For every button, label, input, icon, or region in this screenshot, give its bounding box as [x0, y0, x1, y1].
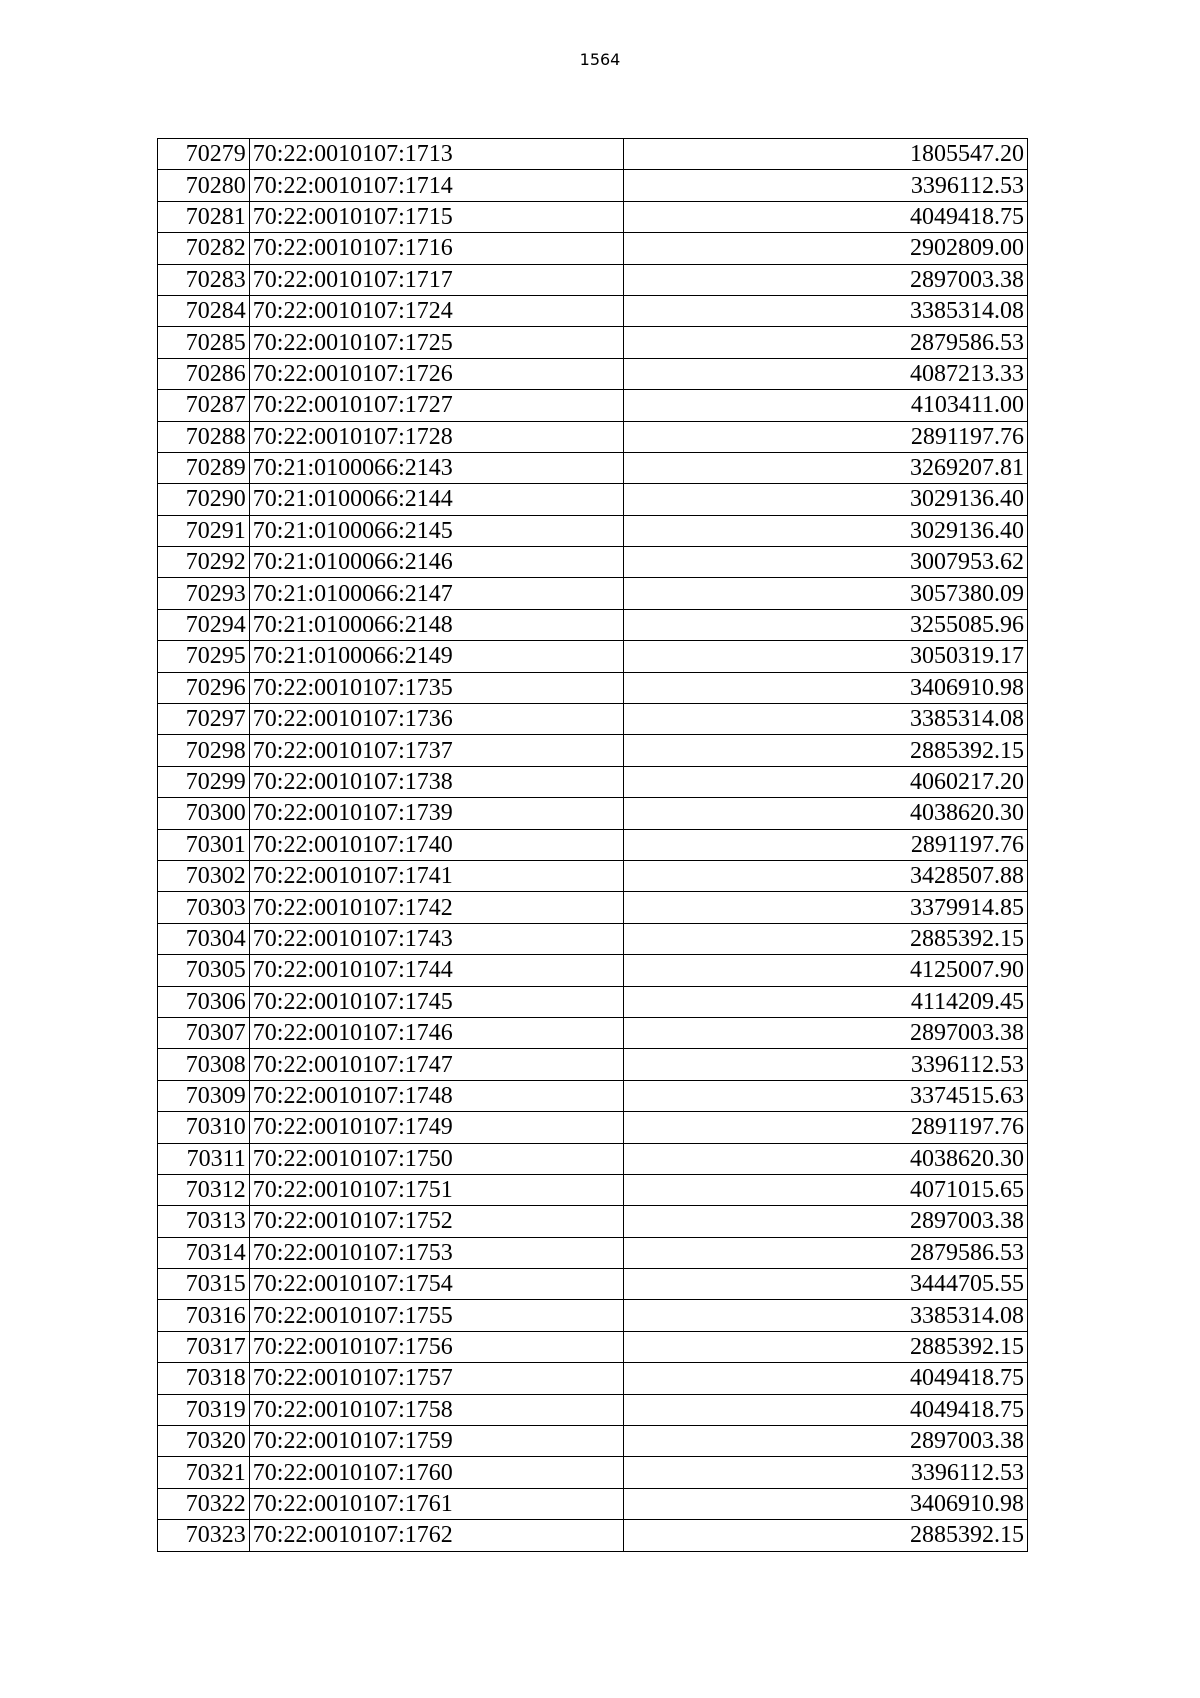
row-number-cell: 70296 — [158, 672, 250, 703]
cadastral-value-table — [157, 138, 1028, 1552]
cadastral-number-cell: 70:22:0010107:1756 — [249, 1331, 624, 1362]
cadastral-number-cell: 70:22:0010107:1745 — [249, 986, 624, 1017]
table-row — [158, 860, 1028, 891]
table-row — [158, 955, 1028, 986]
cadastral-value-cell: 3007953.62 — [624, 547, 1028, 578]
cadastral-value-cell: 3406910.98 — [624, 1488, 1028, 1519]
cadastral-number-cell: 70:22:0010107:1735 — [249, 672, 624, 703]
cadastral-number-cell: 70:21:0100066:2144 — [249, 484, 624, 515]
cadastral-number-cell: 70:22:0010107:1736 — [249, 704, 624, 735]
cadastral-value-cell: 3379914.85 — [624, 892, 1028, 923]
cadastral-number-cell: 70:21:0100066:2143 — [249, 452, 624, 483]
cadastral-number-cell: 70:22:0010107:1758 — [249, 1394, 624, 1425]
cadastral-value-cell: 4049418.75 — [624, 1394, 1028, 1425]
row-number-cell: 70314 — [158, 1237, 250, 1268]
cadastral-value-cell: 2897003.38 — [624, 1017, 1028, 1048]
cadastral-number-cell: 70:22:0010107:1728 — [249, 421, 624, 452]
table-row — [158, 452, 1028, 483]
cadastral-value-cell: 3444705.55 — [624, 1269, 1028, 1300]
table-row — [158, 547, 1028, 578]
row-number-cell: 70295 — [158, 641, 250, 672]
row-number-cell: 70290 — [158, 484, 250, 515]
row-number-cell: 70297 — [158, 704, 250, 735]
row-number-cell: 70320 — [158, 1426, 250, 1457]
cadastral-value-cell: 3396112.53 — [624, 1049, 1028, 1080]
cadastral-number-cell: 70:22:0010107:1716 — [249, 233, 624, 264]
row-number-cell: 70300 — [158, 798, 250, 829]
row-number-cell: 70299 — [158, 766, 250, 797]
row-number-cell: 70298 — [158, 735, 250, 766]
cadastral-value-cell: 3385314.08 — [624, 295, 1028, 326]
cadastral-value-cell: 4087213.33 — [624, 358, 1028, 389]
row-number-cell: 70323 — [158, 1520, 250, 1551]
cadastral-number-cell: 70:22:0010107:1762 — [249, 1520, 624, 1551]
row-number-cell: 70288 — [158, 421, 250, 452]
cadastral-value-cell: 3050319.17 — [624, 641, 1028, 672]
table-row — [158, 358, 1028, 389]
cadastral-value-cell: 2897003.38 — [624, 1206, 1028, 1237]
table-row — [158, 1174, 1028, 1205]
cadastral-number-cell: 70:22:0010107:1744 — [249, 955, 624, 986]
row-number-cell: 70310 — [158, 1112, 250, 1143]
cadastral-number-cell: 70:22:0010107:1743 — [249, 923, 624, 954]
row-number-cell: 70301 — [158, 829, 250, 860]
cadastral-number-cell: 70:22:0010107:1741 — [249, 860, 624, 891]
cadastral-value-cell: 4049418.75 — [624, 1363, 1028, 1394]
table-row — [158, 609, 1028, 640]
row-number-cell: 70303 — [158, 892, 250, 923]
cadastral-value-cell: 4103411.00 — [624, 390, 1028, 421]
cadastral-value-cell: 2879586.53 — [624, 327, 1028, 358]
cadastral-value-cell: 2885392.15 — [624, 1520, 1028, 1551]
table-row — [158, 515, 1028, 546]
table-row — [158, 264, 1028, 295]
table-row — [158, 421, 1028, 452]
row-number-cell: 70311 — [158, 1143, 250, 1174]
cadastral-number-cell: 70:22:0010107:1749 — [249, 1112, 624, 1143]
table-row — [158, 1237, 1028, 1268]
table-row — [158, 1457, 1028, 1488]
cadastral-value-cell: 4038620.30 — [624, 1143, 1028, 1174]
row-number-cell: 70282 — [158, 233, 250, 264]
cadastral-number-cell: 70:22:0010107:1746 — [249, 1017, 624, 1048]
cadastral-number-cell: 70:22:0010107:1713 — [249, 139, 624, 170]
cadastral-number-cell: 70:22:0010107:1747 — [249, 1049, 624, 1080]
table-row — [158, 1049, 1028, 1080]
row-number-cell: 70317 — [158, 1331, 250, 1362]
cadastral-number-cell: 70:22:0010107:1751 — [249, 1174, 624, 1205]
row-number-cell: 70280 — [158, 170, 250, 201]
row-number-cell: 70316 — [158, 1300, 250, 1331]
table-row — [158, 641, 1028, 672]
row-number-cell: 70319 — [158, 1394, 250, 1425]
cadastral-number-cell: 70:22:0010107:1726 — [249, 358, 624, 389]
table-row — [158, 1080, 1028, 1111]
cadastral-number-cell: 70:22:0010107:1750 — [249, 1143, 624, 1174]
cadastral-value-cell: 3374515.63 — [624, 1080, 1028, 1111]
table-row — [158, 986, 1028, 1017]
table-row — [158, 1394, 1028, 1425]
cadastral-number-cell: 70:22:0010107:1725 — [249, 327, 624, 358]
row-number-cell: 70318 — [158, 1363, 250, 1394]
cadastral-number-cell: 70:22:0010107:1757 — [249, 1363, 624, 1394]
table-row — [158, 766, 1028, 797]
cadastral-value-cell: 4114209.45 — [624, 986, 1028, 1017]
table-row — [158, 1112, 1028, 1143]
row-number-cell: 70315 — [158, 1269, 250, 1300]
cadastral-number-cell: 70:22:0010107:1761 — [249, 1488, 624, 1519]
table-row — [158, 1488, 1028, 1519]
cadastral-value-cell: 3255085.96 — [624, 609, 1028, 640]
table-row — [158, 1331, 1028, 1362]
row-number-cell: 70291 — [158, 515, 250, 546]
table-row — [158, 1143, 1028, 1174]
table-body — [158, 139, 1028, 1552]
cadastral-value-cell: 2897003.38 — [624, 264, 1028, 295]
cadastral-number-cell: 70:22:0010107:1717 — [249, 264, 624, 295]
cadastral-number-cell: 70:22:0010107:1739 — [249, 798, 624, 829]
cadastral-number-cell: 70:22:0010107:1752 — [249, 1206, 624, 1237]
row-number-cell: 70292 — [158, 547, 250, 578]
row-number-cell: 70286 — [158, 358, 250, 389]
cadastral-number-cell: 70:22:0010107:1760 — [249, 1457, 624, 1488]
table-row — [158, 233, 1028, 264]
row-number-cell: 70302 — [158, 860, 250, 891]
row-number-cell: 70285 — [158, 327, 250, 358]
row-number-cell: 70307 — [158, 1017, 250, 1048]
row-number-cell: 70287 — [158, 390, 250, 421]
table-row — [158, 1363, 1028, 1394]
cadastral-value-cell: 2885392.15 — [624, 735, 1028, 766]
cadastral-value-cell: 2885392.15 — [624, 923, 1028, 954]
table-row — [158, 390, 1028, 421]
cadastral-value-cell: 3385314.08 — [624, 1300, 1028, 1331]
row-number-cell: 70305 — [158, 955, 250, 986]
cadastral-value-cell: 4060217.20 — [624, 766, 1028, 797]
cadastral-number-cell: 70:22:0010107:1727 — [249, 390, 624, 421]
cadastral-value-cell: 2891197.76 — [624, 829, 1028, 860]
cadastral-value-cell: 4125007.90 — [624, 955, 1028, 986]
cadastral-value-cell: 3385314.08 — [624, 704, 1028, 735]
table-row — [158, 201, 1028, 232]
row-number-cell: 70306 — [158, 986, 250, 1017]
cadastral-value-cell: 3057380.09 — [624, 578, 1028, 609]
cadastral-number-cell: 70:22:0010107:1740 — [249, 829, 624, 860]
row-number-cell: 70309 — [158, 1080, 250, 1111]
table-row — [158, 798, 1028, 829]
table-row — [158, 672, 1028, 703]
cadastral-value-cell: 4038620.30 — [624, 798, 1028, 829]
cadastral-number-cell: 70:22:0010107:1724 — [249, 295, 624, 326]
cadastral-value-cell: 3269207.81 — [624, 452, 1028, 483]
cadastral-number-cell: 70:22:0010107:1748 — [249, 1080, 624, 1111]
cadastral-value-cell: 2885392.15 — [624, 1331, 1028, 1362]
cadastral-number-cell: 70:22:0010107:1759 — [249, 1426, 624, 1457]
cadastral-value-cell: 2891197.76 — [624, 421, 1028, 452]
row-number-cell: 70312 — [158, 1174, 250, 1205]
row-number-cell: 70304 — [158, 923, 250, 954]
cadastral-number-cell: 70:21:0100066:2147 — [249, 578, 624, 609]
cadastral-value-cell: 3029136.40 — [624, 515, 1028, 546]
row-number-cell: 70294 — [158, 609, 250, 640]
cadastral-value-cell: 4049418.75 — [624, 201, 1028, 232]
row-number-cell: 70283 — [158, 264, 250, 295]
table-row — [158, 923, 1028, 954]
page-number: 1564 — [579, 50, 621, 69]
cadastral-number-cell: 70:21:0100066:2149 — [249, 641, 624, 672]
table-row — [158, 139, 1028, 170]
row-number-cell: 70322 — [158, 1488, 250, 1519]
table-row — [158, 578, 1028, 609]
cadastral-value-cell: 1805547.20 — [624, 139, 1028, 170]
cadastral-number-cell: 70:21:0100066:2145 — [249, 515, 624, 546]
row-number-cell: 70313 — [158, 1206, 250, 1237]
cadastral-value-cell: 3396112.53 — [624, 1457, 1028, 1488]
cadastral-number-cell: 70:22:0010107:1737 — [249, 735, 624, 766]
table-row — [158, 170, 1028, 201]
cadastral-value-cell: 2891197.76 — [624, 1112, 1028, 1143]
cadastral-number-cell: 70:22:0010107:1715 — [249, 201, 624, 232]
cadastral-value-cell: 3029136.40 — [624, 484, 1028, 515]
table-row — [158, 704, 1028, 735]
cadastral-number-cell: 70:21:0100066:2148 — [249, 609, 624, 640]
cadastral-value-cell: 3428507.88 — [624, 860, 1028, 891]
cadastral-number-cell: 70:22:0010107:1714 — [249, 170, 624, 201]
row-number-cell: 70281 — [158, 201, 250, 232]
cadastral-number-cell: 70:22:0010107:1753 — [249, 1237, 624, 1268]
table-row — [158, 829, 1028, 860]
cadastral-number-cell: 70:22:0010107:1754 — [249, 1269, 624, 1300]
cadastral-number-cell: 70:22:0010107:1755 — [249, 1300, 624, 1331]
row-number-cell: 70289 — [158, 452, 250, 483]
cadastral-value-cell: 2897003.38 — [624, 1426, 1028, 1457]
table-row — [158, 892, 1028, 923]
row-number-cell: 70293 — [158, 578, 250, 609]
cadastral-value-cell: 2879586.53 — [624, 1237, 1028, 1268]
cadastral-number-cell: 70:22:0010107:1742 — [249, 892, 624, 923]
table-row — [158, 1017, 1028, 1048]
cadastral-value-cell: 2902809.00 — [624, 233, 1028, 264]
row-number-cell: 70279 — [158, 139, 250, 170]
table-row — [158, 1206, 1028, 1237]
table-row — [158, 1269, 1028, 1300]
table-row — [158, 1520, 1028, 1551]
row-number-cell: 70321 — [158, 1457, 250, 1488]
cadastral-value-cell: 3396112.53 — [624, 170, 1028, 201]
cadastral-number-cell: 70:21:0100066:2146 — [249, 547, 624, 578]
row-number-cell: 70284 — [158, 295, 250, 326]
table-row — [158, 295, 1028, 326]
row-number-cell: 70308 — [158, 1049, 250, 1080]
cadastral-value-cell: 4071015.65 — [624, 1174, 1028, 1205]
table-row — [158, 327, 1028, 358]
table-row — [158, 1426, 1028, 1457]
cadastral-number-cell: 70:22:0010107:1738 — [249, 766, 624, 797]
table-row — [158, 484, 1028, 515]
table-row — [158, 735, 1028, 766]
cadastral-value-cell: 3406910.98 — [624, 672, 1028, 703]
table-row — [158, 1300, 1028, 1331]
